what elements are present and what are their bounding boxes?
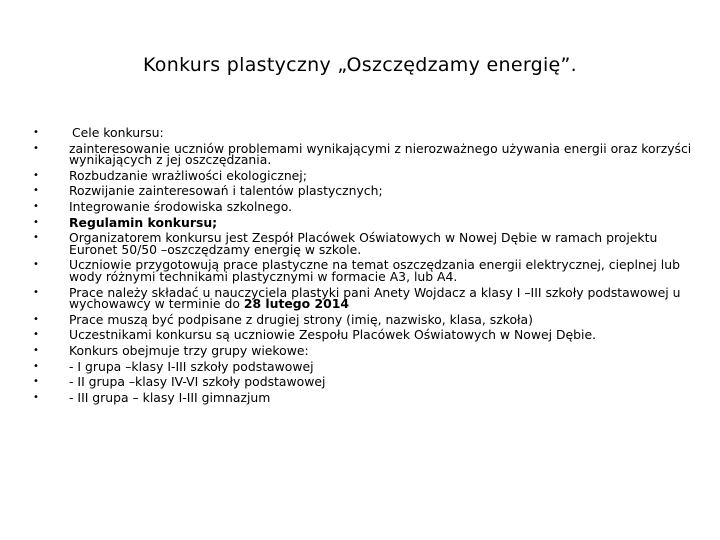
- list-item: [32, 358, 692, 374]
- list-item: [32, 185, 692, 197]
- list-item-text: Konkurs obejmuje trzy grupy wiekowe:: [69, 342, 309, 358]
- list-item: [32, 342, 692, 358]
- list-item-text: Prace należy składać u nauczyciela plastyki pani Anety Wojdacz a klasy I –III szkoły podstawowej u wychowawcy w terminie do: [69, 284, 681, 312]
- bullet-icon: •: [33, 142, 39, 154]
- list-item: [32, 259, 692, 282]
- bullet-icon: •: [33, 232, 39, 244]
- list-item: [32, 167, 692, 183]
- bullet-list: [32, 127, 692, 407]
- list-item-text: - I grupa –klasy I-III szkoły podstawowej: [69, 358, 314, 374]
- list-item-text: Rozbudzanie wrażliwości ekologicznej;: [69, 167, 307, 183]
- list-item: [32, 284, 692, 312]
- list-item: [32, 311, 692, 327]
- bullet-icon: •: [33, 391, 39, 403]
- list-item-text: - III grupa – klasy I-III gimnazjum: [69, 389, 271, 405]
- bullet-icon: •: [33, 259, 39, 271]
- bullet-icon: •: [33, 344, 39, 356]
- list-item: [32, 214, 692, 230]
- bullet-icon: •: [33, 329, 39, 341]
- bullet-icon: •: [33, 313, 39, 325]
- bullet-icon: •: [33, 169, 39, 181]
- list-item-text: zainteresowanie uczniów problemami wynikającymi z nierozważnego używania energii oraz korzyści wynikających z jej oszczędzania.: [69, 140, 692, 168]
- list-item-text: Rozwijanie zainteresowań i talentów plastycznych;: [69, 183, 383, 199]
- list-item-text: Uczniowie przygotowują prace plastyczne na temat oszczędzania energii elektrycznej, cieplnej lub wody różnymi technikami plastycznymi w formacie A3, lub A4.: [69, 257, 680, 284]
- list-item: [32, 140, 692, 168]
- bullet-icon: •: [33, 127, 39, 138]
- list-item-text: Integrowanie środowiska szkolnego.: [69, 198, 293, 214]
- deadline-date: 28 lutego 2014: [243, 296, 349, 312]
- list-item-text: Uczestnikami konkursu są uczniowie Zespołu Placówek Oświatowych w Nowej Dębie.: [69, 327, 597, 343]
- bullet-icon: •: [33, 185, 39, 197]
- list-item-text: - II grupa –klasy IV-VI szkoły podstawowej: [69, 374, 326, 390]
- list-item-text: Prace muszą być podpisane z drugiej strony (imię, nazwisko, klasa, szkoła): [69, 311, 533, 327]
- list-item: [32, 389, 692, 405]
- bullet-icon: •: [33, 200, 39, 212]
- list-item: [32, 329, 692, 341]
- list-item: [32, 198, 692, 214]
- bullet-icon: •: [33, 216, 39, 228]
- bullet-icon: •: [33, 360, 39, 372]
- bullet-icon: •: [33, 376, 39, 388]
- list-item-text: Cele konkursu:: [72, 125, 164, 140]
- list-item: [32, 127, 692, 139]
- bullet-icon: •: [33, 286, 39, 298]
- list-item: [32, 232, 692, 255]
- list-item-text: Organizatorem konkursu jest Zespół Placówek Oświatowych w Nowej Dębie w ramach projektu Euronet 50/50 –oszczędzamy energię w szkole.: [69, 230, 658, 257]
- slide-title: Konkurs plastyczny „Oszczędzamy energię”.: [142, 54, 578, 76]
- list-item-text: Regulamin konkursu;: [69, 214, 218, 230]
- list-item: [32, 376, 692, 388]
